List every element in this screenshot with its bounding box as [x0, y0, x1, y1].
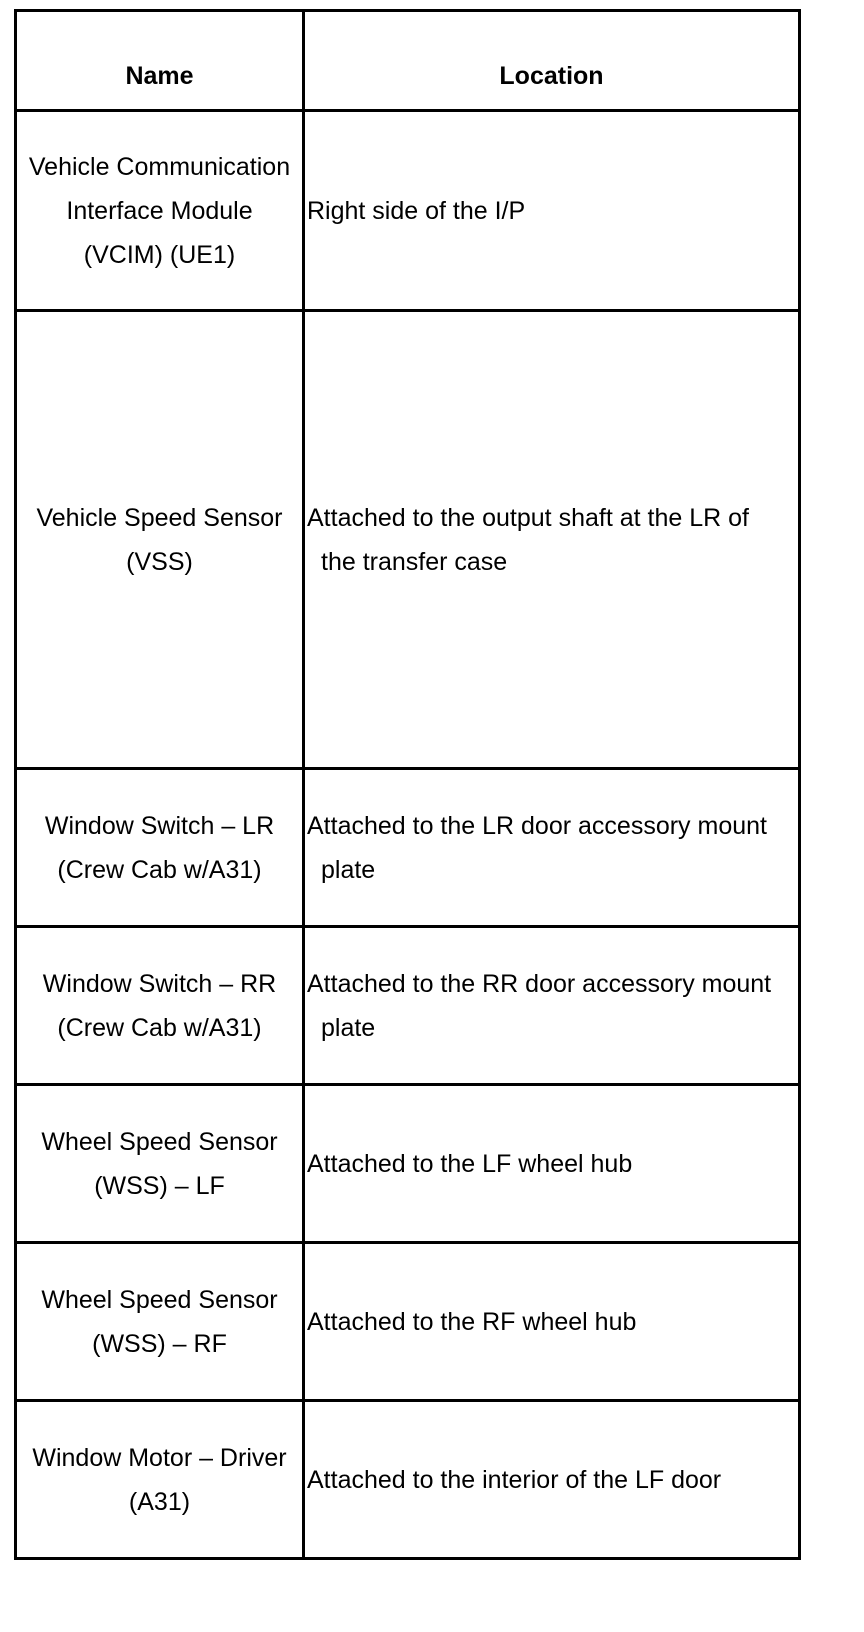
name-text: (Crew Cab w/A31): [57, 855, 262, 884]
location-cell: [304, 769, 800, 927]
name-text: Vehicle Communication: [28, 152, 291, 181]
name-cell: [16, 1401, 304, 1559]
name-cell: [16, 111, 304, 311]
location-text: Attached to the interior of the LF door: [307, 1465, 722, 1494]
name-cell: [16, 1085, 304, 1243]
location-cell: [304, 1243, 800, 1401]
column-header-name: Name: [16, 11, 304, 111]
name-cell: [16, 769, 304, 927]
name-text: (VSS): [126, 547, 193, 576]
location-cell: [304, 111, 800, 311]
name-text: Wheel Speed Sensor: [41, 1285, 278, 1314]
location-cell: [304, 1085, 800, 1243]
table-header-row: [16, 11, 800, 111]
name-text: Wheel Speed Sensor: [41, 1127, 278, 1156]
table-row: [16, 769, 800, 927]
name-text: Window Switch – RR: [42, 969, 277, 998]
table-row: [16, 111, 800, 311]
name-text: Vehicle Speed Sensor: [36, 503, 283, 532]
location-text: Attached to the LR door accessory mount: [307, 811, 767, 840]
column-header-location: Location: [304, 11, 800, 111]
name-text: Interface Module: [66, 196, 253, 225]
name-text: Window Switch – LR: [44, 811, 275, 840]
table-row: [16, 1085, 800, 1243]
name-cell: [16, 311, 304, 769]
location-text: Attached to the output shaft at the LR of: [307, 503, 749, 532]
location-text: Right side of the I/P: [307, 196, 526, 225]
table-row: [16, 311, 800, 769]
name-text: (WSS) – LF: [94, 1171, 225, 1200]
name-text: (VCIM) (UE1): [83, 240, 236, 269]
location-text: the transfer case: [321, 547, 508, 576]
table-row: [16, 1401, 800, 1559]
component-location-table: [14, 9, 801, 1560]
location-cell: [304, 311, 800, 769]
location-cell: [304, 1401, 800, 1559]
table-row: [16, 1243, 800, 1401]
name-text: (WSS) – RF: [92, 1329, 227, 1358]
name-cell: [16, 1243, 304, 1401]
location-text: Attached to the LF wheel hub: [307, 1149, 633, 1178]
location-cell: [304, 927, 800, 1085]
name-text: Window Motor – Driver: [32, 1443, 287, 1472]
name-cell: [16, 927, 304, 1085]
location-text: plate: [321, 1013, 376, 1042]
location-text: plate: [321, 855, 376, 884]
location-text: Attached to the RR door accessory mount: [307, 969, 772, 998]
component-location-table-container: [14, 9, 801, 1560]
name-text: (Crew Cab w/A31): [57, 1013, 262, 1042]
location-text: Attached to the RF wheel hub: [307, 1307, 637, 1336]
table-row: [16, 927, 800, 1085]
name-text: (A31): [128, 1487, 191, 1516]
